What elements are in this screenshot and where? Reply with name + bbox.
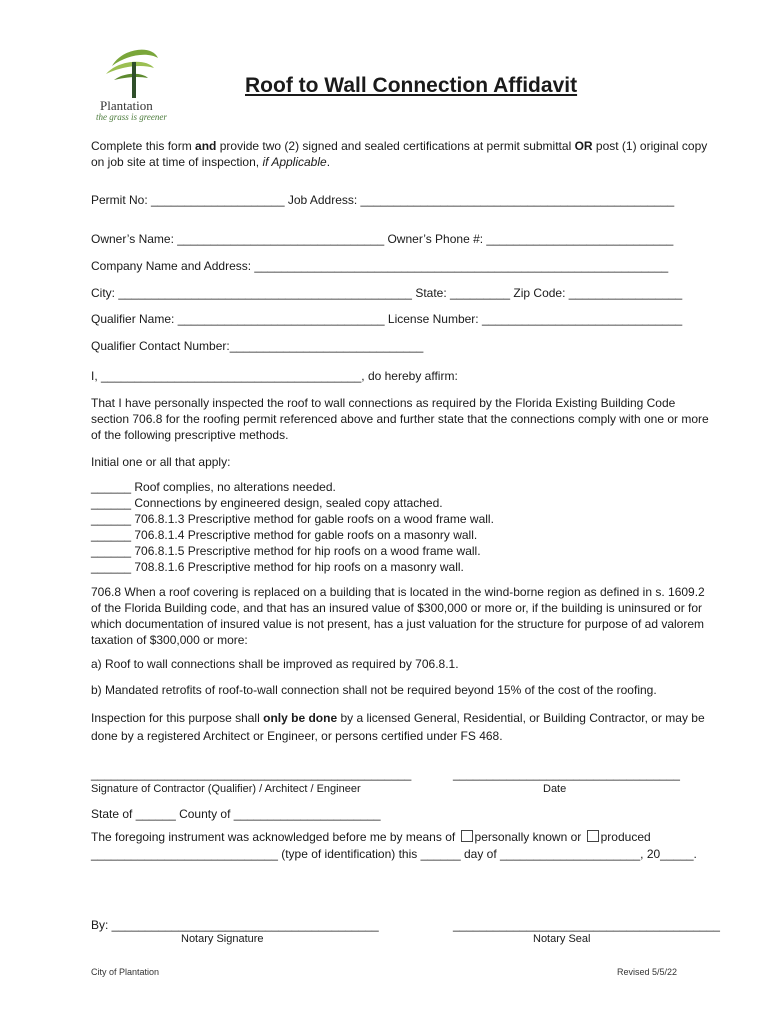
footer-revised: Revised 5/5/22 [617, 967, 678, 977]
option-engineered-design[interactable]: ______ Connections by engineered design, sealed copy attached. [91, 496, 443, 510]
contractor-signature-line[interactable]: ________________________________________________ [91, 767, 412, 781]
code-706-8-paragraph: 706.8 When a roof covering is replaced on a building that is located in the wind-borne region as defined in s. 1609.2 of the Florida Building code, and that has an insured value of $300,000 or more or, if the building is uninsured or for which documentation of insured value is not present, has a just valuation for the structure for purpose of ad valorem taxation of $300,000 or more: [91, 585, 705, 647]
produced-checkbox[interactable] [587, 830, 599, 842]
date-label: Date [543, 783, 567, 795]
intro-italic: if Applicable [262, 155, 327, 169]
contractor-signature-label: Signature of Contractor (Qualifier) / Architect / Engineer [91, 783, 361, 795]
notary-by-line[interactable]: By: ________________________________________ [91, 918, 379, 932]
statement-paragraph: That I have personally inspected the roof to wall connections as required by the Florida Existing Building Code section 706.8 for the roofing permit referenced above and further state that the connections comply with one or more of the following prescriptive methods. [91, 396, 709, 442]
qualifier-contact-field[interactable]: Qualifier Contact Number:_____________________________ [91, 339, 424, 353]
state-county-field[interactable]: State of ______ County of ______________________ [91, 807, 381, 821]
owner-name-phone-field[interactable]: Owner’s Name: _______________________________ Owner’s Phone #: ____________________________ [91, 232, 674, 246]
logo-name: Plantation [100, 98, 153, 113]
item-b: b) Mandated retrofits of roof-to-wall connection shall not be required beyond 15% of the cost of the roofing. [91, 683, 657, 697]
date-signature-line[interactable]: __________________________________ [453, 767, 680, 781]
notary-seal-line[interactable]: ________________________________________ [453, 918, 720, 932]
personally-known-checkbox[interactable] [461, 830, 473, 842]
option-706-8-1-3[interactable]: ______ 706.8.1.3 Prescriptive method for gable roofs on a wood frame wall. [91, 512, 494, 526]
intro-text-3: post (1) original copy on job site at time of inspection, [91, 139, 708, 169]
inspection-text-2: by a licensed General, Residential, or Building Contractor, or may be done by a registered Architect or Engineer, or persons certified under FS 468. [91, 711, 705, 743]
inspection-text-1: Inspection for this purpose shall [91, 711, 264, 725]
city-state-zip-field[interactable]: City: ____________________________________________ State: _________ Zip Code: _________________ [91, 286, 683, 300]
intro-text-1: Complete this form [91, 139, 196, 153]
logo-tagline: the grass is greener [96, 112, 167, 122]
intro-paragraph [91, 138, 721, 170]
tree-icon [92, 44, 172, 100]
footer-city: City of Plantation [91, 967, 160, 977]
notary-seal-label: Notary Seal [533, 933, 591, 945]
page-title: Roof to Wall Connection Affidavit [245, 74, 578, 97]
intro-text-2: provide two (2) signed and sealed certifications at permit submittal [216, 139, 575, 153]
personally-known-label: personally known or [474, 830, 582, 844]
option-706-8-1-4[interactable]: ______ 706.8.1.4 Prescriptive method for gable roofs on a masonry wall. [91, 528, 478, 542]
permit-job-address-field[interactable]: Permit No: ____________________ Job Address: _______________________________________________ [91, 193, 675, 207]
option-706-8-1-5[interactable]: ______ 706.8.1.5 Prescriptive method for hip roofs on a wood frame wall. [91, 544, 481, 558]
affirm-name-field[interactable]: I, _______________________________________, do hereby affirm: [91, 369, 458, 383]
item-a: a) Roof to wall connections shall be improved as required by 706.8.1. [91, 657, 459, 671]
notary-signature-label: Notary Signature [181, 933, 264, 945]
option-708-8-1-6[interactable]: ______ 708.8.1.6 Prescriptive method for hip roofs on a masonry wall. [91, 560, 464, 574]
ack-text: The foregoing instrument was acknowledged before me by means of [91, 830, 456, 844]
produced-label: produced [600, 830, 651, 844]
intro-bold-or: OR [574, 139, 593, 153]
acknowledgement-line-2[interactable]: ____________________________ (type of identification) this ______ day of _____________________, 20_____. [91, 847, 697, 861]
acknowledgement-line-1 [91, 830, 651, 844]
inspection-paragraph [91, 709, 721, 745]
initial-heading: Initial one or all that apply: [91, 455, 231, 469]
plantation-logo [92, 44, 172, 122]
intro-text-4: . [326, 155, 331, 169]
qualifier-license-field[interactable]: Qualifier Name: _______________________________ License Number: ______________________________ [91, 312, 683, 326]
intro-bold-and: and [195, 139, 217, 153]
inspection-bold: only be done [263, 711, 338, 725]
option-roof-complies[interactable]: ______ Roof complies, no alterations needed. [91, 480, 336, 494]
company-address-field[interactable]: Company Name and Address: ______________________________________________________________ [91, 259, 669, 273]
